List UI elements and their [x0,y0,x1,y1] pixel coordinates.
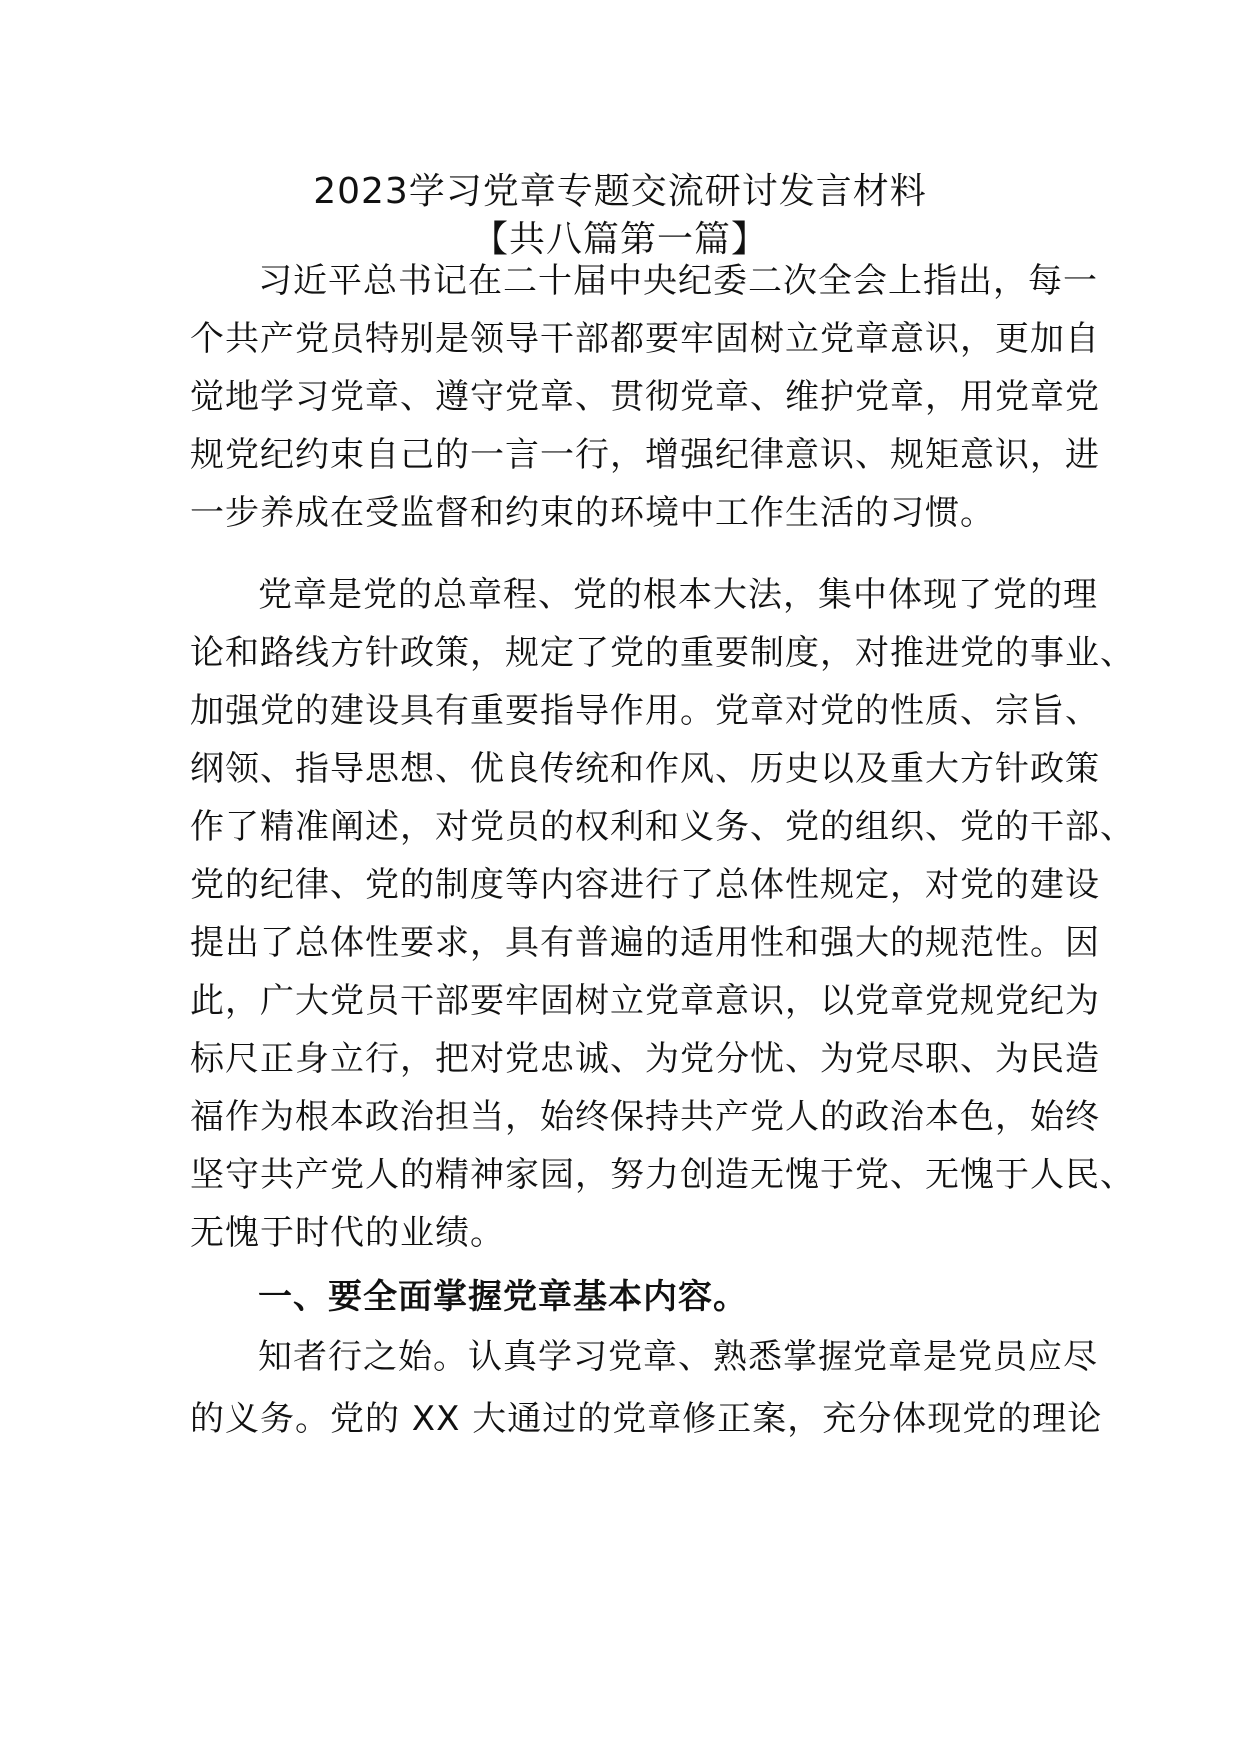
paragraph-line: 的义务。党的 XX 大通过的党章修正案，充分体现党的理论 [190,1399,1103,1439]
paragraph-line: 个共产党员特别是领导干部都要牢固树立党章意识，更加自 [190,319,1100,359]
paragraph-line: 规党纪约束自己的一言一行，增强纪律意识、规矩意识，进 [190,435,1100,475]
paragraph-line: 习近平总书记在二十届中央纪委二次全会上指出，每一 [258,261,1098,301]
paragraph-line: 提出了总体性要求，具有普遍的适用性和强大的规范性。因 [190,923,1100,963]
paragraph-line: 一步养成在受监督和约束的环境中工作生活的习惯。 [190,493,995,533]
paragraph-line: 党的纪律、党的制度等内容进行了总体性规定，对党的建设 [190,865,1100,905]
paragraph-line: 无愧于时代的业绩。 [190,1213,505,1253]
section-heading-text: 一、要全面掌握党章基本内容。 [258,1277,748,1317]
document-title: 2023学习党章专题交流研讨发言材料 [313,171,927,212]
document-subtitle: 【共八篇第一篇】 [471,219,768,260]
paragraph-line: 作了精准阐述，对党员的权利和义务、党的组织、党的干部、 [190,807,1135,847]
paragraph-line: 纲领、指导思想、优良传统和作风、历史以及重大方针政策 [190,749,1100,789]
paragraph-line: 福作为根本政治担当，始终保持共产党人的政治本色，始终 [190,1097,1100,1137]
paragraph-line: 知者行之始。认真学习党章、熟悉掌握党章是党员应尽 [258,1337,1098,1377]
paragraph-line: 党章是党的总章程、党的根本大法，集中体现了党的理 [258,575,1098,615]
paragraph-line: 觉地学习党章、遵守党章、贯彻党章、维护党章，用党章党 [190,377,1100,417]
paragraph-line: 加强党的建设具有重要指导作用。党章对党的性质、宗旨、 [190,691,1100,731]
paragraph-line: 坚守共产党人的精神家园，努力创造无愧于党、无愧于人民、 [190,1155,1135,1195]
paragraph-line: 论和路线方针政策，规定了党的重要制度，对推进党的事业、 [190,633,1135,673]
paragraph-line: 此，广大党员干部要牢固树立党章意识，以党章党规党纪为 [190,981,1100,1021]
paragraph-line: 标尺正身立行，把对党忠诚、为党分忧、为党尽职、为民造 [190,1039,1100,1079]
